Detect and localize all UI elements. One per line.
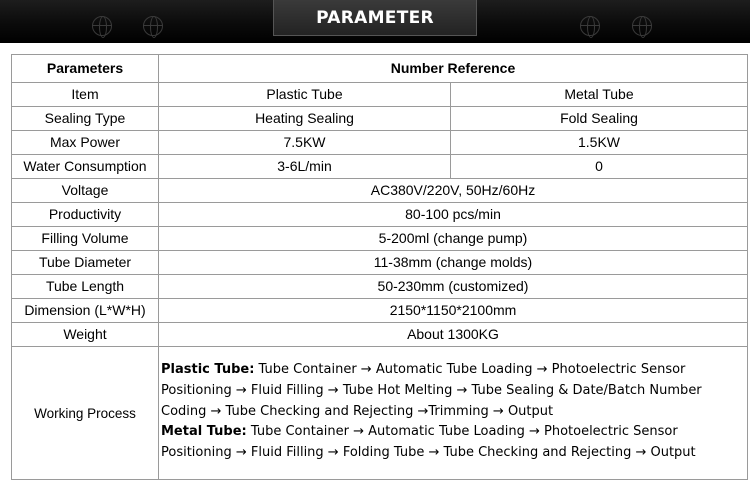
working-process-row [12, 347, 748, 480]
process-line: Coding → Tube Checking and Rejecting →Trimming → Output [161, 403, 554, 419]
table-row [12, 83, 748, 107]
row-value: About 1300KG [159, 323, 748, 347]
row-label: Filling Volume [12, 227, 159, 251]
working-process-text [159, 347, 748, 480]
row-value: 2150*1150*2100mm [159, 299, 748, 323]
row-value: 80-100 pcs/min [159, 203, 748, 227]
parameter-table [11, 54, 748, 480]
row-label: Working Process [12, 347, 159, 480]
plastic-value: 3-6L/min [159, 155, 451, 179]
table-row [12, 275, 748, 299]
process-step-text: Tube Container → Automatic Tube Loading → Photoelectric Sensor [254, 362, 686, 377]
plastic-tube-title: Plastic Tube: [161, 362, 255, 377]
table-row [12, 107, 748, 131]
metal-value: 1.5KW [451, 131, 748, 155]
process-line: Positioning → Fluid Filling → Tube Hot Melting → Tube Sealing & Date/Batch Number [161, 382, 702, 398]
process-step-text: Tube Container → Automatic Tube Loading → Photoelectric Sensor [246, 424, 678, 440]
table-row [12, 179, 748, 203]
table-row [12, 131, 748, 155]
header-parameters: Parameters [12, 55, 159, 83]
plastic-value: Plastic Tube [159, 83, 451, 107]
title-banner [0, 0, 750, 43]
process-line [161, 360, 747, 381]
row-label: Water Consumption [12, 155, 159, 179]
row-value: 50-230mm (customized) [159, 275, 748, 299]
row-label: Tube Diameter [12, 251, 159, 275]
page-title: PARAMETER [316, 8, 434, 28]
table-row [12, 227, 748, 251]
table-row [12, 155, 748, 179]
plastic-value: 7.5KW [159, 131, 451, 155]
metal-value: Fold Sealing [451, 107, 748, 131]
row-label: Item [12, 83, 159, 107]
row-value: 5-200ml (change pump) [159, 227, 748, 251]
row-value: 11-38mm (change molds) [159, 251, 748, 275]
row-label: Sealing Type [12, 107, 159, 131]
plastic-value: Heating Sealing [159, 107, 451, 131]
row-label: Voltage [12, 179, 159, 203]
table-row [12, 299, 748, 323]
process-line [161, 422, 747, 443]
metal-value: Metal Tube [451, 83, 748, 107]
process-line: Positioning → Fluid Filling → Folding Tube → Tube Checking and Rejecting → Output [161, 445, 696, 461]
metal-value: 0 [451, 155, 748, 179]
globe-icon [632, 16, 652, 36]
row-label: Weight [12, 323, 159, 347]
table-row [12, 251, 748, 275]
header-number-reference: Number Reference [159, 55, 748, 83]
row-label: Tube Length [12, 275, 159, 299]
table-row [12, 203, 748, 227]
globe-icon [92, 16, 112, 36]
globe-icon [580, 16, 600, 36]
table-row [12, 323, 748, 347]
row-label: Productivity [12, 203, 159, 227]
table-header-row [12, 55, 748, 83]
metal-tube-title: Metal Tube: [161, 424, 247, 440]
globe-icon [143, 16, 163, 36]
row-value: AC380V/220V, 50Hz/60Hz [159, 179, 748, 203]
row-label: Max Power [12, 131, 159, 155]
row-label: Dimension (L*W*H) [12, 299, 159, 323]
